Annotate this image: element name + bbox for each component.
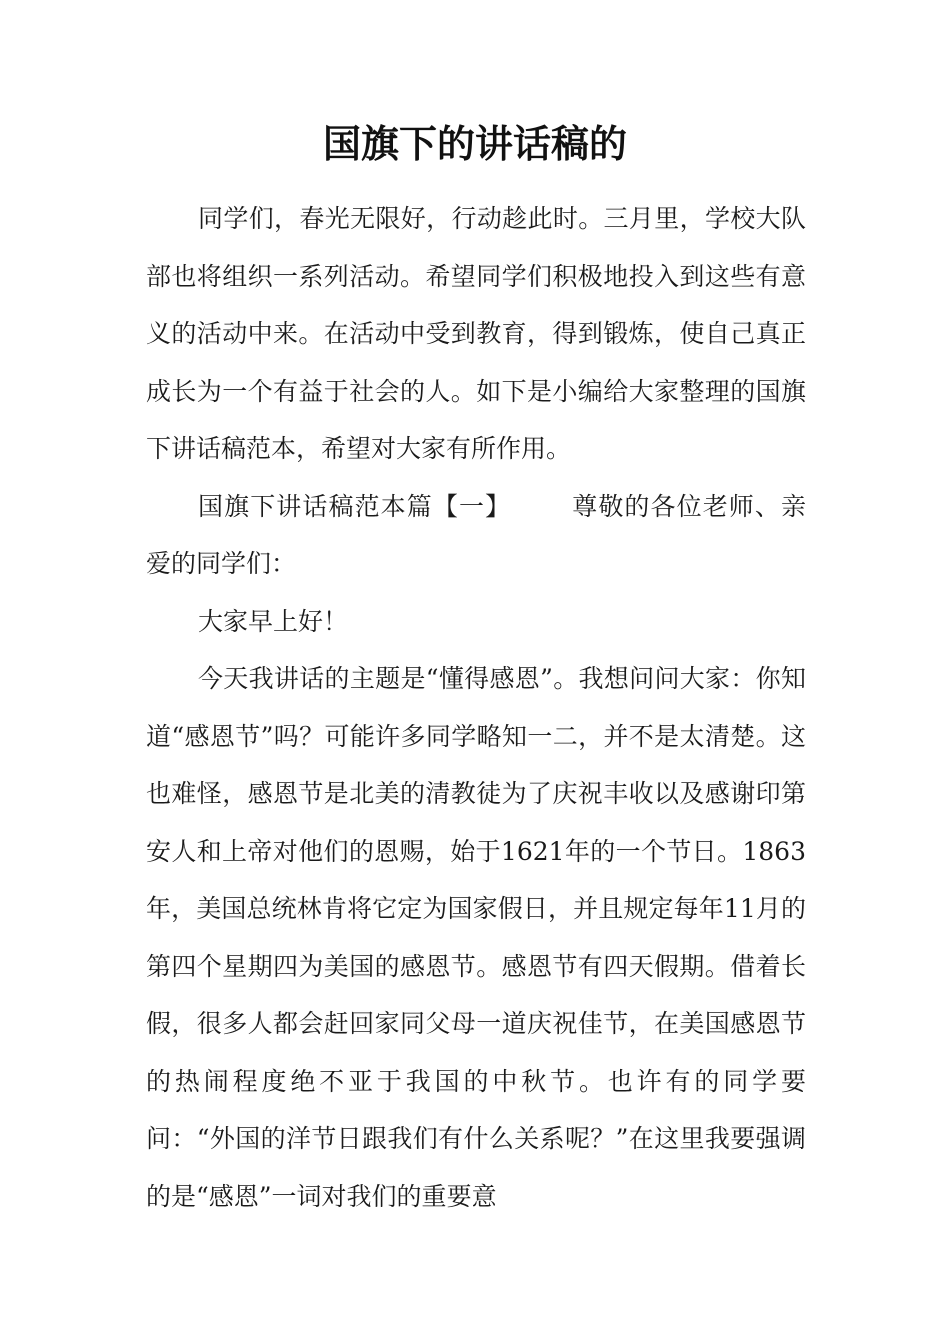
document-body	[146, 190, 806, 1225]
document-title: 国旗下的讲话稿的	[322, 121, 627, 166]
body-paragraph: 今天我讲话的主题是“懂得感恩”。我想问问大家：你知道“感恩节”吗？可能许多同学略知一二，并不是太清楚。这也难怪，感恩节是北美的清教徒为了庆祝丰收以及感谢印第安人和上帝对他们的恩赐，始于1621年的一个节日。1863年，美国总统林肯将它定为国家假日，并且规定每年11月的第四个星期四为美国的感恩节。感恩节有四天假期。借着长假，很多人都会赶回家同父母一道庆祝佳节，在美国感恩节的热闹程度绝不亚于我国的中秋节。也许有的同学要问：“外国的洋节日跟我们有什么关系呢？”在这里我要强调的是“感恩”一词对我们的重要意	[146, 664, 806, 1211]
section-heading: 国旗下讲话稿范本篇【一】	[198, 491, 512, 521]
intro-paragraph: 同学们，春光无限好，行动趁此时。三月里，学校大队部也将组织一系列活动。希望同学们积极地投入到这些有意义的活动中来。在活动中受到教育，得到锻炼，使自己真正成长为一个有益于社会的人。如下是小编给大家整理的国旗下讲话稿范本，希望对大家有所作用。	[146, 204, 806, 463]
greeting-paragraph: 大家早上好！	[198, 606, 349, 636]
salutation: 尊敬的各位老师、亲爱的同学们：	[146, 491, 806, 578]
section-heading-paragraph	[146, 478, 806, 593]
